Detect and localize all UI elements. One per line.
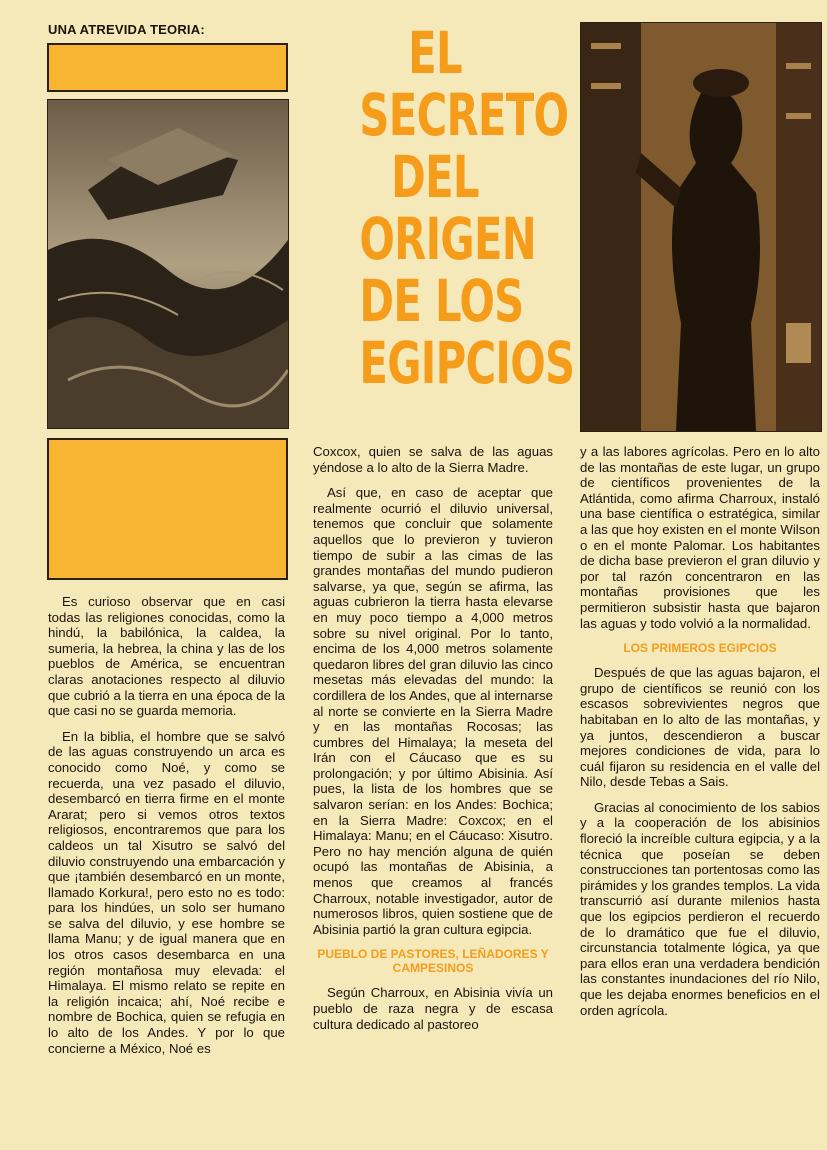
col1-paragraph-2: En la biblia, el hombre que se salvó de las aguas construyendo un arca es conocido como Noé, y como se recuerda, una vez pasado el diluvio, desembarcó en tierra firme en el monte Ararat; pero si vemos otros textos religiosos, encontraremos que para los caldeos un tal Xisutro se salvó del diluvio construyendo una embarcación y que ¡también desembarcó en un monte, llamado Korkura!, pero esto no es todo: para los hindúes, un solo ser humano se salva del diluvio, y ese hombre se llama Manu; y de igual manera que en los otros casos desembarca en una región montañosa muy elevada: el Himalaya. El mismo relato se repite en la religión incaica; ahí, Noé recibe e nombre de Bochica, quien se refugia en lo alto de los Andes. Y por lo que concierne a México, Noé es — [48, 728, 285, 1056]
title-line-5: DE LOS — [359, 267, 524, 335]
title-line-1: EL — [408, 19, 462, 87]
col3-paragraph-1: y a las labores agrícolas. Pero en lo alto de las montañas de este lugar, un grupo de científicos provenientes de la Atlántida, como afirma Charroux, instaló una base científica o estratégica, similar a las que hoy existen en el monte Wilson o en el monte Palomar. Los habitantes de dicha base previeron el gran diluvio y por tal razón concentraron en las montañas provisiones que les permitieron subsistir hasta que bajaron las aguas y todo volvió a la normalidad. — [580, 444, 820, 631]
title-line-4: ORIGEN — [359, 205, 537, 273]
column-1 — [48, 594, 285, 1066]
col3-paragraph-2: Después de que las aguas bajaron, el grupo de científicos se reunió con los escasos sobrevivientes negros que habitaban en lo alto de las montañas, y ya juntos, descendieron a buscar mejores condiciones de vida, para lo cuál fijaron su residencia en el valle del Nilo, desde Tebas a Sais. — [580, 665, 820, 790]
ark-illustration — [47, 99, 289, 429]
title-line-2: SECRETO — [359, 81, 569, 149]
egyptian-relief-photo — [580, 22, 822, 432]
col2-paragraph-2: Así que, en caso de aceptar que realmente ocurrió el diluvio universal, tenemos que concluir que solamente aquellos que lo previeron y tuvieron tiempo de subir a las cimas de las grandes montañas del mundo pudieron salvarse, ya que, según se afirma, las aguas cubrieron la tierra hasta elevarse en muy poco tiempo a 4,000 metros sobre su nivel original. Por lo tanto, encima de los 4,000 metros solamente quedaron libres del gran diluvio las cinco mesetas más elevadas del mundo: la cordillera de los Andes, que al internarse al norte se convierte en la Sierra Madre y en las montañas Rocosas; las cumbres del Himalaya; la meseta del Irán con el Cáucaso que es su prolongación; y por último Abisinia. Así pues, la lista de los hombres que se salvaron serían: en los Andes: Bochica; en la Sierra Madre: Coxcox; en el Himalaya: Manu; en el Cáucaso: Xisutro. Pero no hay mención alguna de quién ocupó las montañas de Abisinia, a menos que creamos al francés Charroux, notable investigador, autor de numerosos libros, quien sostiene que de Abisinia partió la gran cultura egipcia. — [313, 485, 553, 937]
subheading-los-primeros-egipcios: LOS PRIMEROS EGIPCIOS — [623, 641, 777, 656]
top-yellow-box — [47, 43, 288, 92]
subheading-pueblo-de-pastores: PUEBLO DE PASTORES, LEÑADORES Y CAMPESINOS — [317, 947, 549, 976]
col2-paragraph-3: Según Charroux, en Abisinia vivía un pueblo de raza negra y de escasa cultura dedicado al pastoreo — [313, 985, 553, 1032]
title-line-3: DEL — [391, 143, 479, 211]
col3-paragraph-3: Gracias al conocimiento de los sabios y a la cooperación de los abisinios floreció la increíble cultura egipcia, y a la técnica que poseían se deben construcciones tan portentosas como las pirámides y los grandes templos. La vida transcurrió así durante milenios hasta que los egipcios perdieron el recuerdo de lo dramático que fue el diluvio, circunstancia totalmente lógica, ya que para ellos eran una verdadera bendición las constantes inundaciones del río Nilo, que les dejaba enormes beneficios en el orden agrícola. — [580, 799, 820, 1018]
col2-paragraph-1: Coxcox, quien se salva de las aguas yéndose a lo alto de la Sierra Madre. — [313, 444, 553, 475]
kicker: UNA ATREVIDA TEORIA: — [48, 22, 205, 37]
title-line-6: EGIPCIOS — [359, 329, 575, 397]
caption-yellow-box — [47, 438, 288, 580]
col1-paragraph-1: Es curioso observar que en casi todas las religiones conocidas, como la hindú, la babilónica, la caldea, la sumeria, la hebrea, la china y las de los pueblos de América, se encuentran claras anotaciones respecto al diluvio que cubrió a la tierra en una época de la que casi no se guarda memoria. — [48, 594, 285, 719]
article-title — [359, 19, 575, 397]
column-3 — [580, 444, 820, 1028]
column-2 — [313, 444, 553, 1042]
